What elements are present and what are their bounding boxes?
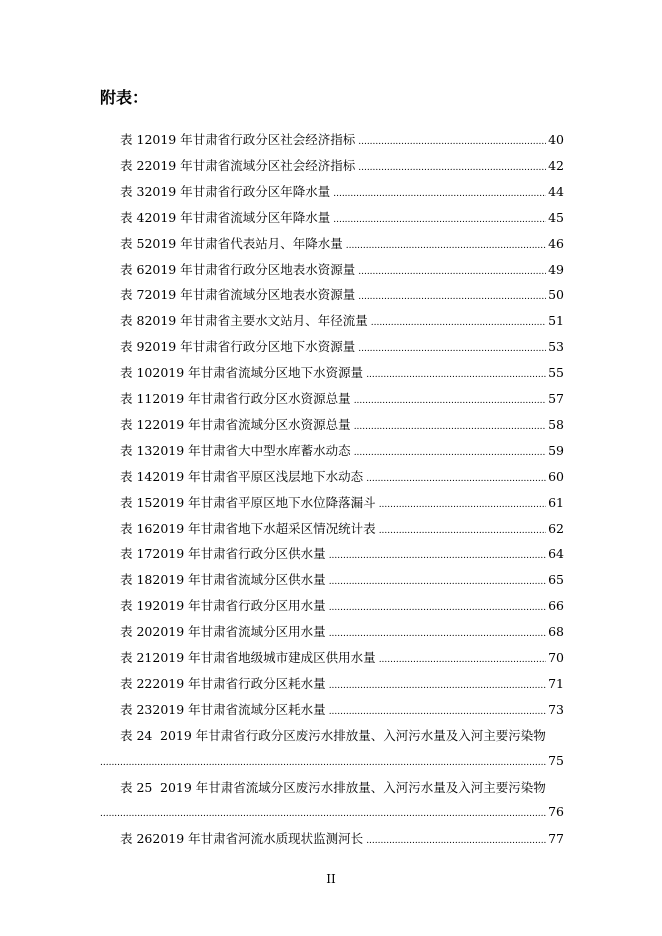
- toc-entry-number: 表 20: [120, 624, 153, 640]
- toc-entry-number: 表 17: [120, 546, 153, 562]
- toc-entry-number: 表 22: [120, 675, 153, 691]
- toc-dot-leader: [354, 444, 546, 462]
- toc-dot-leader: [329, 573, 546, 591]
- toc-entry-page: 62: [548, 520, 564, 536]
- toc-entry[interactable]: [100, 312, 564, 330]
- page-number: II: [326, 872, 336, 886]
- toc-dot-leader: [333, 211, 546, 229]
- toc-entry-page: 73: [548, 701, 564, 717]
- toc-entry-page: 70: [548, 650, 564, 665]
- toc-entry-number: 表 16: [120, 520, 153, 536]
- toc-entry-title: 2019 年甘肃省平原区地下水位降落漏斗: [152, 494, 376, 510]
- toc-dot-leader: [346, 237, 546, 255]
- appendix-heading: 附表：: [100, 88, 149, 107]
- toc-entry-page: 71: [548, 675, 564, 691]
- toc-dot-leader: [379, 651, 546, 669]
- toc-dot-leader: [358, 340, 546, 358]
- toc-entry[interactable]: [100, 494, 564, 512]
- toc-entry-page: 50: [548, 287, 564, 303]
- toc-dot-leader: [100, 754, 546, 772]
- toc-entry-page: 44: [548, 183, 564, 199]
- toc-entry[interactable]: [100, 442, 564, 460]
- toc-entry[interactable]: [100, 390, 564, 408]
- toc-dot-leader: [358, 133, 546, 151]
- toc-entry[interactable]: [100, 468, 564, 486]
- toc-dot-leader: [366, 366, 546, 384]
- toc-dot-leader: [366, 832, 546, 850]
- toc-entry-title: 2019 年甘肃省大中型水库蓄水动态: [152, 442, 351, 458]
- toc-entry[interactable]: [100, 364, 564, 382]
- toc-entry-page: 53: [548, 339, 564, 355]
- toc-entry-title: 2019 年甘肃省河流水质现状监测河长: [152, 831, 364, 847]
- toc-entry-page: 68: [548, 624, 564, 640]
- toc-entry-page: 55: [548, 365, 564, 381]
- toc-entry-title: 2019 年甘肃省行政分区耗水量: [152, 675, 326, 691]
- toc-dot-leader: [354, 418, 546, 436]
- toc-entry[interactable]: [100, 779, 564, 797]
- toc-entry-title: 2019 年甘肃省流域分区水资源总量: [152, 416, 351, 432]
- toc-dot-leader: [329, 677, 546, 695]
- toc-entry-title: 2019 年甘肃省流域分区废污水排放量、入河污水量及入河主要污染物: [160, 779, 546, 795]
- toc-entry-page: 51: [548, 313, 564, 329]
- toc-entry-title: 2019 年甘肃省行政分区社会经济指标: [144, 132, 356, 147]
- toc-entry-continuation[interactable]: [100, 752, 564, 770]
- toc-dot-leader: [354, 392, 546, 410]
- toc-entry-number: 表 12: [120, 416, 153, 432]
- toc-entry-number: 表 5: [120, 235, 145, 251]
- toc-entry-number: 表 15: [120, 494, 153, 510]
- toc-entry[interactable]: [100, 338, 564, 356]
- toc-entry-title: 2019 年甘肃省流域分区地下水资源量: [152, 365, 364, 381]
- toc-entry[interactable]: [100, 571, 564, 589]
- toc-entry-number: 表 9: [120, 339, 145, 355]
- toc-entry-page: 45: [548, 209, 564, 225]
- toc-entry-title: 2019 年甘肃省地下水超采区情况统计表: [152, 520, 376, 536]
- toc-entry-page: 58: [548, 416, 564, 432]
- toc-entry-title: 2019 年甘肃省流域分区耗水量: [152, 701, 326, 717]
- toc-dot-leader: [358, 263, 546, 281]
- toc-entry[interactable]: [100, 209, 564, 227]
- toc-entry-number: 表 11: [120, 391, 153, 406]
- toc-entry-number: 表 4: [120, 209, 145, 225]
- toc-entry-number: 表 18: [120, 572, 153, 588]
- toc-entry[interactable]: [100, 597, 564, 615]
- toc-entry-title: 2019 年甘肃省平原区浅层地下水动态: [152, 468, 364, 484]
- toc-entry-number: 表 24: [120, 727, 153, 743]
- toc-dot-leader: [329, 547, 546, 565]
- toc-entry-page: 49: [548, 261, 564, 277]
- toc-dot-leader: [366, 470, 546, 488]
- toc-dot-leader: [333, 185, 546, 203]
- toc-entry-page: 76: [548, 804, 564, 820]
- toc-dot-leader: [100, 805, 546, 823]
- toc-entry-number: 表 6: [120, 261, 145, 277]
- toc-dot-leader: [329, 703, 546, 721]
- toc-entry-page: 66: [548, 598, 564, 614]
- toc-entry-continuation[interactable]: [100, 803, 564, 821]
- toc-entry-title: 2019 年甘肃省地级城市建成区供用水量: [152, 650, 376, 665]
- toc-entry-number: 表 8: [120, 313, 145, 329]
- toc-entry-page: 75: [548, 752, 564, 768]
- toc-entry-title: 2019 年甘肃省行政分区水资源总量: [152, 391, 351, 406]
- toc-entry-title: 2019 年甘肃省流域分区用水量: [152, 624, 326, 640]
- toc-entry-number: 表 14: [120, 468, 153, 484]
- toc-entry-page: 64: [548, 546, 564, 562]
- toc-entry-title: 2019 年甘肃省代表站月、年降水量: [144, 235, 343, 251]
- toc-entry-number: 表 21: [120, 650, 153, 665]
- toc-entry-title: 2019 年甘肃省流域分区社会经济指标: [144, 157, 356, 173]
- toc-dot-leader: [379, 496, 546, 514]
- toc-entry-title: 2019 年甘肃省流域分区地表水资源量: [144, 287, 356, 303]
- toc-dot-leader: [329, 625, 546, 643]
- toc-entry-title: 2019 年甘肃省行政分区年降水量: [144, 183, 331, 199]
- toc-entry[interactable]: [100, 416, 564, 434]
- toc-dot-leader: [379, 522, 546, 540]
- toc-entry-title: 2019 年甘肃省行政分区用水量: [152, 598, 326, 614]
- toc-entry-page: 46: [548, 235, 564, 251]
- toc-dot-leader: [329, 599, 546, 617]
- toc-entry-number: 表 13: [120, 442, 153, 458]
- toc-entry-page: 77: [548, 831, 564, 847]
- toc-dot-leader: [358, 159, 546, 177]
- toc-entry-title: 2019 年甘肃省主要水文站月、年径流量: [144, 313, 368, 329]
- toc-entry[interactable]: [100, 235, 564, 253]
- toc-entry[interactable]: [100, 649, 564, 667]
- toc-entry-number: 表 19: [120, 598, 153, 614]
- toc-entry[interactable]: [100, 545, 564, 563]
- toc-entry-page: 65: [548, 572, 564, 588]
- toc-entry[interactable]: [100, 675, 564, 693]
- toc-entry[interactable]: [100, 286, 564, 304]
- toc-entry-number: 表 10: [120, 365, 153, 381]
- toc-entry[interactable]: [100, 261, 564, 279]
- toc-entry-page: 57: [548, 391, 564, 406]
- toc-entry-number: 表 25: [120, 779, 153, 795]
- toc-entry[interactable]: [100, 830, 564, 848]
- toc-entry[interactable]: [100, 183, 564, 201]
- toc-entry-number: 表 3: [120, 183, 145, 199]
- toc-entry-page: 42: [548, 157, 564, 173]
- toc-entry-page: 60: [548, 468, 564, 484]
- toc-entry[interactable]: [100, 157, 564, 175]
- toc-entry-number: 表 23: [120, 701, 153, 717]
- toc-entry-title: 2019 年甘肃省行政分区地表水资源量: [144, 261, 356, 277]
- toc-entry-title: 2019 年甘肃省流域分区年降水量: [144, 209, 331, 225]
- toc-entry-number: 表 1: [120, 132, 145, 147]
- toc-dot-leader: [371, 314, 546, 332]
- toc-entry-number: 表 2: [120, 157, 145, 173]
- toc-entry[interactable]: [100, 520, 564, 538]
- toc-entry-title: 2019 年甘肃省行政分区供水量: [152, 546, 326, 562]
- toc-entry[interactable]: [100, 727, 564, 745]
- toc-entry-number: 表 7: [120, 287, 145, 303]
- toc-entry-page: 61: [548, 494, 564, 510]
- toc-entry-title: 2019 年甘肃省流域分区供水量: [152, 572, 326, 588]
- toc-entry-title: 2019 年甘肃省行政分区地下水资源量: [144, 339, 356, 355]
- toc-dot-leader: [358, 288, 546, 306]
- toc-entry-title: 2019 年甘肃省行政分区废污水排放量、入河污水量及入河主要污染物: [160, 727, 546, 743]
- toc-entry-page: 40: [548, 132, 564, 147]
- toc-entry[interactable]: [100, 131, 564, 149]
- toc-entry[interactable]: [100, 701, 564, 719]
- toc-entry-page: 59: [548, 442, 564, 458]
- toc-entry-number: 表 26: [120, 831, 153, 847]
- toc-entry[interactable]: [100, 623, 564, 641]
